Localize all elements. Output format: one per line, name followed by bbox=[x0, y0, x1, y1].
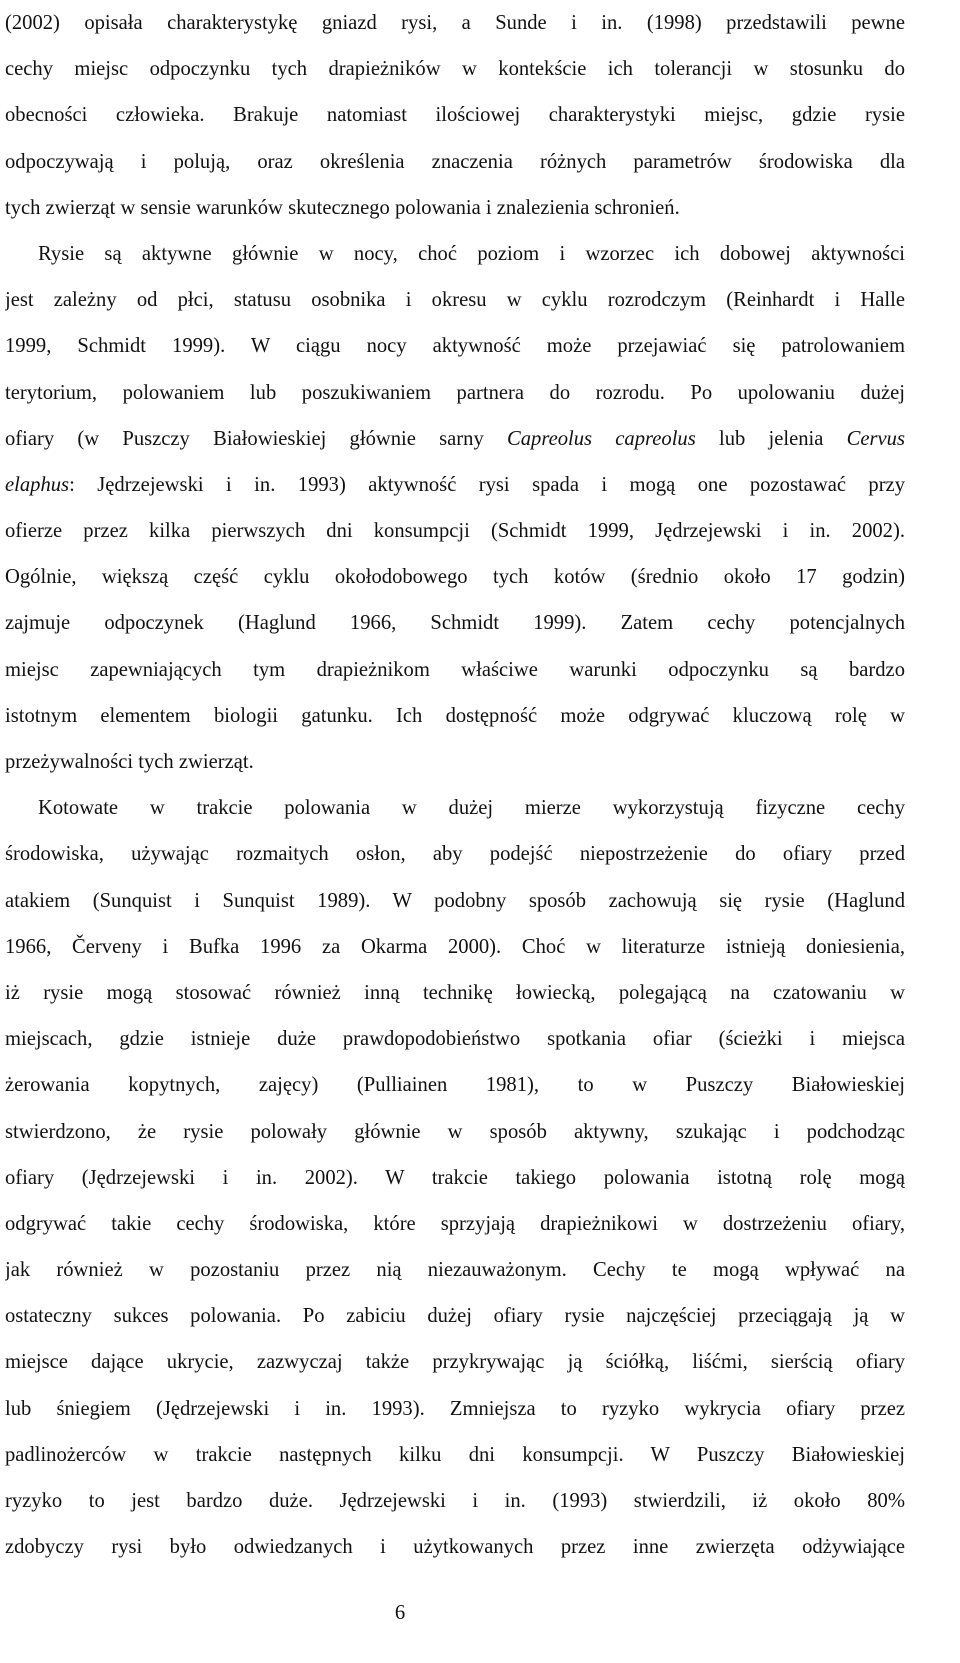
text-line: środowiska, używając rozmaitych osłon, aby podejść niepostrzeżenie do ofiary przed bbox=[5, 843, 905, 866]
page-number: 6 bbox=[394, 1602, 406, 1624]
text-line: Kotowate w trakcie polowania w dużej mierze wykorzystują fizyczne cechy bbox=[38, 797, 905, 820]
text-line: odgrywać takie cechy środowiska, które sprzyjają drapieżnikowi w dostrzeżeniu ofiary, bbox=[5, 1212, 905, 1235]
species-name: Capreolus capreolus bbox=[506, 427, 696, 450]
text-line: 1999, Schmidt 1999). W ciągu nocy aktywność może przejawiać się patrolowaniem bbox=[5, 335, 905, 358]
text-fragment: lub jelenia bbox=[718, 427, 824, 450]
text-line: terytorium, polowaniem lub poszukiwaniem partnera do rozrodu. Po upolowaniu dużej bbox=[5, 381, 905, 404]
text-line: Ogólnie, większą część cyklu okołodobowego tych kotów (średnio około 17 godzin) bbox=[5, 566, 905, 589]
text-line: (2002) opisała charakterystykę gniazd rysi, a Sunde i in. (1998) przedstawili pewne bbox=[5, 12, 905, 34]
text-line: miejsc zapewniających tym drapieżnikom właściwe warunki odpoczynku są bardzo bbox=[5, 658, 905, 681]
text-line: odpoczywają i polują, oraz określenia znaczenia różnych parametrów środowiska dla bbox=[5, 150, 905, 173]
text-line: żerowania kopytnych, zajęcy) (Pulliainen 1981), to w Puszczy Białowieskiej bbox=[5, 1074, 905, 1097]
text-line: jak również w pozostaniu przez nią niezauważonym. Cechy te mogą wpływać na bbox=[5, 1259, 905, 1282]
text-line: lub śniegiem (Jędrzejewski i in. 1993). Zmniejsza to ryzyko wykrycia ofiary przez bbox=[5, 1397, 905, 1420]
text-line: miejsce dające ukrycie, zazwyczaj także przykrywając ją ściółką, liśćmi, sierścią ofiary bbox=[5, 1351, 905, 1374]
text-line: ryzyko to jest bardzo duże. Jędrzejewski i in. (1993) stwierdzili, iż około 80% bbox=[5, 1490, 905, 1512]
text-line: ofierze przez kilka pierwszych dni konsumpcji (Schmidt 1999, Jędrzejewski i in. 2002). bbox=[5, 520, 905, 543]
text-line-with-italics bbox=[5, 462, 905, 508]
text-line: zajmuje odpoczynek (Haglund 1966, Schmidt 1999). Zatem cechy potencjalnych bbox=[5, 612, 905, 635]
text-line-with-italics bbox=[5, 416, 905, 462]
text-line: atakiem (Sunquist i Sunquist 1989). W podobny sposób zachowują się rysie (Haglund bbox=[5, 889, 905, 912]
species-name: Cervus bbox=[846, 427, 905, 450]
text-line: iż rysie mogą stosować również inną technikę łowiecką, polegającą na czatowaniu w bbox=[5, 981, 905, 1004]
text-line: zdobyczy rysi było odwiedzanych i użytkowanych przez inne zwierzęta odżywiające bbox=[5, 1536, 905, 1559]
text-line: istotnym elementem biologii gatunku. Ich dostępność może odgrywać kluczową rolę w bbox=[5, 704, 905, 727]
text-line: obecności człowieka. Brakuje natomiast ilościowej charakterystyki miejsc, gdzie rysie bbox=[5, 104, 905, 127]
species-name: elaphus bbox=[5, 473, 70, 496]
text-line: 1966, Červeny i Bufka 1996 za Okarma 2000). Choć w literaturze istnieją doniesienia, bbox=[5, 935, 905, 958]
text-line: przeżywalności tych zwierząt. bbox=[5, 751, 254, 773]
text-fragment: ofiary (w Puszczy Białowieskiej głównie sarny bbox=[5, 427, 484, 450]
text-line: cechy miejsc odpoczynku tych drapieżników w kontekście ich tolerancji w stosunku do bbox=[5, 58, 905, 81]
text-fragment: : Jędrzejewski i in. 1993) aktywność rysi spada i mogą one pozostawać przy bbox=[69, 473, 905, 496]
text-line: ofiary (Jędrzejewski i in. 2002). W trakcie takiego polowania istotną rolę mogą bbox=[5, 1166, 905, 1189]
text-line: Rysie są aktywne głównie w nocy, choć poziom i wzorzec ich dobowej aktywności bbox=[38, 242, 905, 265]
body-text bbox=[5, 0, 905, 1570]
text-line: jest zależny od płci, statusu osobnika i okresu w cyklu rozrodczym (Reinhardt i Halle bbox=[5, 289, 905, 312]
text-line: padlinożerców w trakcie następnych kilku dni konsumpcji. W Puszczy Białowieskiej bbox=[5, 1443, 905, 1466]
text-line: stwierdzono, że rysie polowały głównie w sposób aktywny, szukając i podchodząc bbox=[5, 1120, 905, 1143]
text-line: tych zwierząt w sensie warunków skutecznego polowania i znalezienia schronień. bbox=[5, 196, 680, 219]
text-line: miejscach, gdzie istnieje duże prawdopodobieństwo spotkania ofiar (ścieżki i miejsca bbox=[5, 1028, 905, 1051]
text-line: ostateczny sukces polowania. Po zabiciu dużej ofiary rysie najczęściej przeciągają ją w bbox=[5, 1305, 905, 1328]
